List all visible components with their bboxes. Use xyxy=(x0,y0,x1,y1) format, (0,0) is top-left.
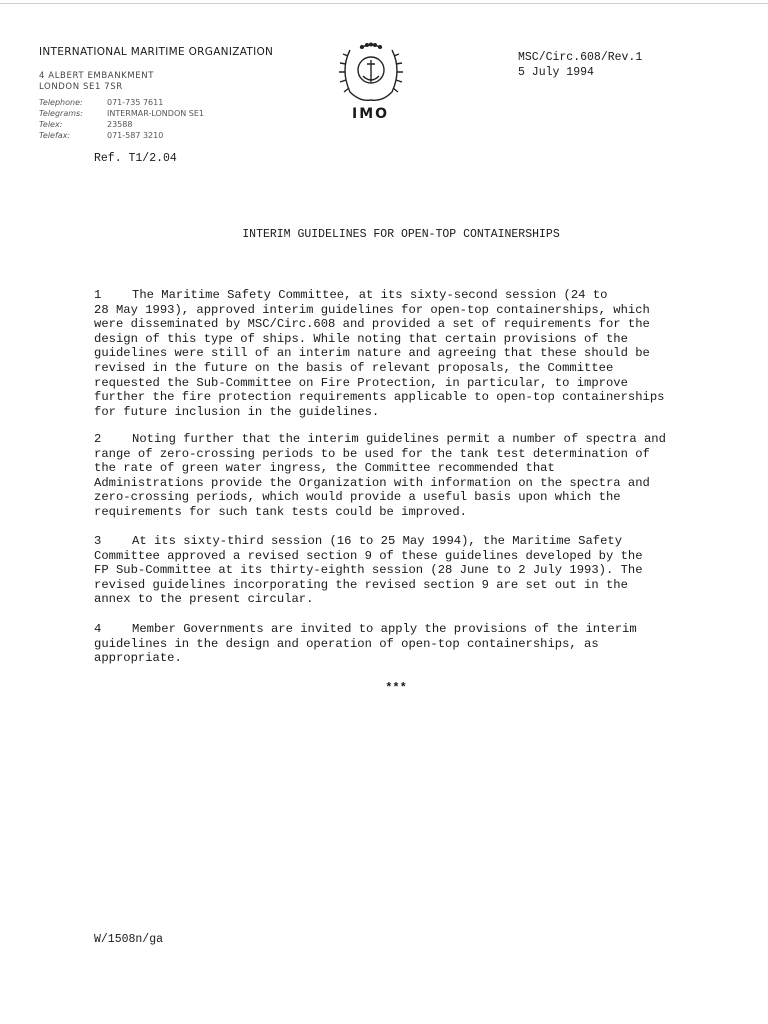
contact-label: Telefax: xyxy=(39,131,71,140)
imo-logo-text: IMO xyxy=(352,106,390,122)
contact-label: Telegrams: xyxy=(39,109,83,118)
paragraph-2 xyxy=(94,432,714,520)
address-line-2: LONDON SE1 7SR xyxy=(39,82,123,92)
contact-value: INTERMAR-LONDON SE1 xyxy=(107,109,204,118)
paragraph-line: FP Sub-Committee at its thirty-eighth session (28 June to 2 July 1993). The xyxy=(94,563,643,578)
contact-value: 23588 xyxy=(107,120,133,129)
paragraph-number: 1 xyxy=(94,288,102,302)
paragraph-4 xyxy=(94,622,714,666)
contact-value: 071-587 3210 xyxy=(107,131,164,140)
paragraph-line: guidelines were still of an interim nature and agreeing that these should be xyxy=(94,346,650,361)
paragraph-line: annex to the present circular. xyxy=(94,592,314,607)
circular-date: 5 July 1994 xyxy=(518,66,594,79)
paragraph-line: the rate of green water ingress, the Committee recommended that xyxy=(94,461,555,476)
contact-label: Telex: xyxy=(39,120,63,129)
contact-telephone xyxy=(39,98,163,107)
paragraph-line: design of this type of ships. While noting that certain provisions of the xyxy=(94,331,628,346)
paragraph-3 xyxy=(94,534,714,607)
paragraph-line: guidelines in the design and operation of open-top containerships, as xyxy=(94,636,599,651)
contact-telex xyxy=(39,120,132,129)
paragraph-line: appropriate. xyxy=(94,651,182,666)
paragraph-line: further the fire protection requirements applicable to open-top containerships xyxy=(94,390,665,405)
paragraph-number: 2 xyxy=(94,432,102,446)
paragraph-line: 28 May 1993), approved interim guidelines for open-top containerships, which xyxy=(94,302,650,317)
paragraph-line: 4 Member Governments are invited to apply the provisions of the interim xyxy=(94,622,637,636)
organization-name: INTERNATIONAL MARITIME ORGANIZATION xyxy=(39,46,274,58)
paragraph-line: Committee approved a revised section 9 of these guidelines developed by the xyxy=(94,548,643,563)
paragraph-line: 2 Noting further that the interim guidelines permit a number of spectra and xyxy=(94,432,666,446)
paragraph-line: 3 At its sixty-third session (16 to 25 May 1994), the Maritime Safety xyxy=(94,534,623,548)
paragraph-line: revised in the future on the basis of relevant proposals, the Committee xyxy=(94,360,614,375)
paragraph-line: zero-crossing periods, which would provide a useful basis upon which the xyxy=(94,490,621,505)
paragraph-line: requirements for such tank tests could be improved. xyxy=(94,504,467,519)
document-title: INTERIM GUIDELINES FOR OPEN-TOP CONTAINERSHIPS xyxy=(242,228,560,241)
circular-number: MSC/Circ.608/Rev.1 xyxy=(518,51,643,64)
contact-value: 071-735 7611 xyxy=(107,98,164,107)
paragraph-line: requested the Sub-Committee on Fire Protection, in particular, to improve xyxy=(94,375,628,390)
top-rule xyxy=(0,3,768,4)
paragraph-1 xyxy=(94,288,714,419)
paragraph-line: Administrations provide the Organization with information on the spectra and xyxy=(94,475,650,490)
footer-reference: W/1508n/ga xyxy=(94,933,164,946)
paragraph-number: 4 xyxy=(94,622,102,636)
paragraph-line: range of zero-crossing periods to be used for the tank test determination of xyxy=(94,446,650,461)
paragraph-line: for future inclusion in the guidelines. xyxy=(94,404,380,419)
contact-telegrams xyxy=(39,109,204,118)
imo-emblem-icon xyxy=(336,40,406,106)
end-of-text-mark: *** xyxy=(385,681,407,695)
address-line-1: 4 ALBERT EMBANKMENT xyxy=(39,71,154,81)
paragraph-line: 1 The Maritime Safety Committee, at its sixty-second session (24 to xyxy=(94,288,608,302)
paragraph-line: revised guidelines incorporating the revised section 9 are set out in the xyxy=(94,577,628,592)
contact-label: Telephone: xyxy=(39,98,83,107)
contact-telefax xyxy=(39,131,163,140)
reference-number: Ref. T1/2.04 xyxy=(94,152,177,165)
paragraph-line: were disseminated by MSC/Circ.608 and provided a set of requirements for the xyxy=(94,317,650,332)
paragraph-number: 3 xyxy=(94,534,102,548)
